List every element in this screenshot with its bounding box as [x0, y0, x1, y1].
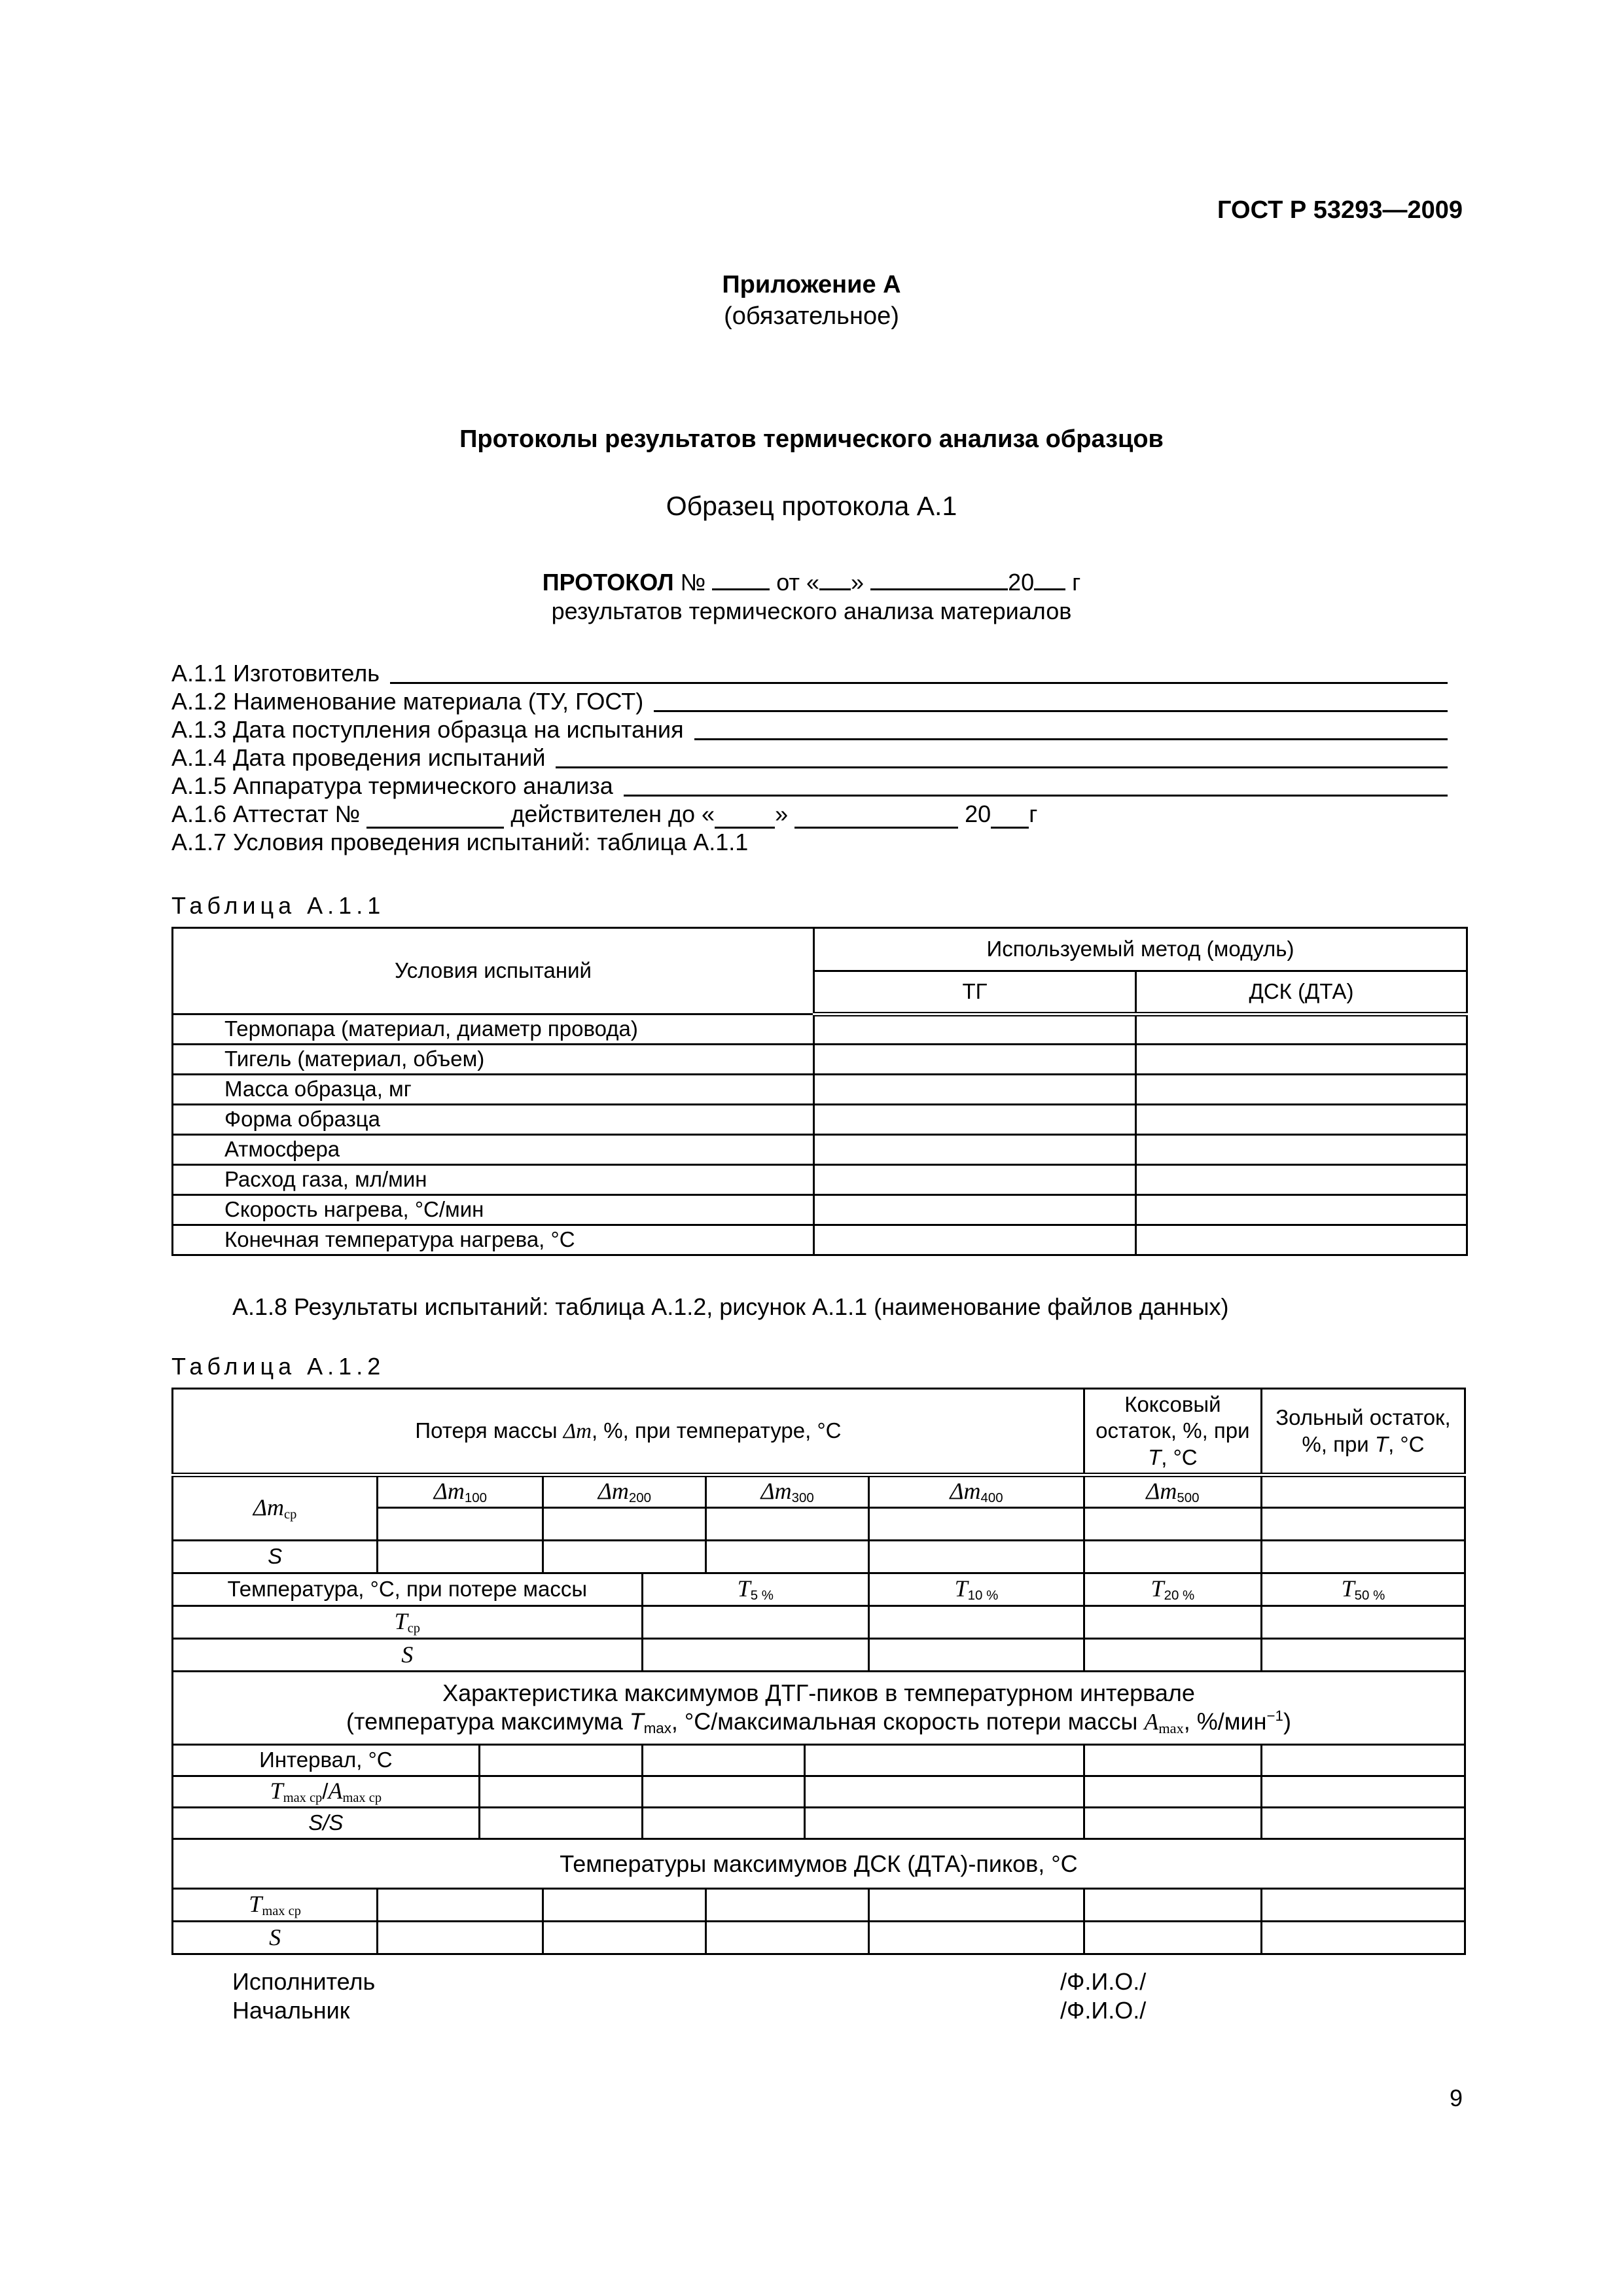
- ss-label: [173, 1808, 480, 1839]
- value-cell[interactable]: [869, 1606, 1084, 1639]
- certificate-day-blank[interactable]: [715, 807, 775, 829]
- tmax-sub: max: [643, 1720, 671, 1737]
- mass-loss-header-pre: Потеря массы: [415, 1418, 563, 1443]
- value-cell[interactable]: [378, 1922, 543, 1954]
- field-label: А.1.1 Изготовитель: [171, 660, 380, 687]
- dtg-text-d: ): [1283, 1708, 1291, 1735]
- dsc-cell[interactable]: [1136, 1014, 1467, 1045]
- certificate-month-blank[interactable]: [794, 807, 958, 829]
- header-method: Используемый метод (модуль): [814, 928, 1467, 971]
- tg-cell[interactable]: [814, 1075, 1136, 1105]
- table1-caption: Таблица А.1.1: [171, 892, 385, 919]
- dtg-text-b: , °С/максимальная скорость потери массы: [671, 1708, 1145, 1735]
- field-blank[interactable]: [694, 720, 1448, 740]
- coke-cell[interactable]: [1261, 1475, 1465, 1508]
- delta-m-symbol: Δm: [253, 1494, 285, 1520]
- value-cell[interactable]: [642, 1808, 805, 1839]
- certificate-row: [171, 800, 1448, 829]
- header-tg: ТГ: [814, 971, 1136, 1014]
- appendix-subtitle: (обязательное): [724, 302, 899, 330]
- tmax-cp-sub: max ср: [262, 1904, 301, 1919]
- field-row: [171, 744, 1448, 772]
- value-cell[interactable]: [642, 1776, 805, 1808]
- dm200-header: [543, 1475, 706, 1508]
- t-symbol: T: [629, 1708, 644, 1735]
- s-label: [173, 1541, 378, 1573]
- field-blank[interactable]: [390, 664, 1448, 684]
- value-cell[interactable]: [378, 1508, 543, 1541]
- dm-sub: 100: [464, 1490, 487, 1506]
- field-label: А.1.2 Наименование материала (ТУ, ГОСТ): [171, 688, 644, 715]
- field-blank[interactable]: [624, 776, 1448, 797]
- dm-sub: 200: [628, 1490, 651, 1506]
- protocol-month-blank: [870, 569, 1008, 590]
- value-cell[interactable]: [378, 1889, 543, 1922]
- t-sub: 20 %: [1164, 1588, 1195, 1604]
- certificate-year-prefix: 20: [965, 800, 991, 828]
- value-cell[interactable]: [1084, 1889, 1261, 1922]
- value-cell[interactable]: [869, 1508, 1084, 1541]
- dsc-cell[interactable]: [1136, 1225, 1467, 1255]
- t10-header: [869, 1573, 1084, 1606]
- tg-cell[interactable]: [814, 1045, 1136, 1075]
- certificate-close: »: [775, 800, 789, 828]
- deg-c: , °С: [1161, 1444, 1198, 1469]
- protocol-from: от «: [776, 569, 820, 596]
- executor-role: Исполнитель: [232, 1968, 376, 1995]
- t-cp-sub: ср: [407, 1621, 420, 1636]
- value-cell[interactable]: [1261, 1889, 1465, 1922]
- t-symbol: T: [249, 1891, 262, 1918]
- dm-sub: 300: [791, 1490, 814, 1506]
- value-cell[interactable]: [1084, 1922, 1261, 1954]
- value-cell[interactable]: [1084, 1508, 1261, 1541]
- protocol-quote-close: »: [851, 569, 865, 596]
- value-cell[interactable]: [378, 1541, 543, 1573]
- results-line: А.1.8 Результаты испытаний: таблица А.1.2, рисунок А.1.1 (наименование файлов данных): [232, 1293, 1229, 1320]
- condition-label: Масса образца, мг: [173, 1075, 814, 1105]
- executor-name: /Ф.И.О./: [1060, 1968, 1147, 1995]
- tg-cell[interactable]: [814, 1014, 1136, 1045]
- table2-caption: Таблица А.1.2: [171, 1353, 385, 1380]
- dsc-cell[interactable]: [1136, 1045, 1467, 1075]
- field-label: А.1.5 Аппаратура термического анализа: [171, 772, 613, 800]
- dm400-header: [869, 1475, 1084, 1508]
- ash-residue-header: [1261, 1389, 1465, 1475]
- value-cell[interactable]: [543, 1922, 706, 1954]
- value-cell[interactable]: [869, 1922, 1084, 1954]
- dm-cp-sub: ср: [284, 1507, 297, 1522]
- field-row: [171, 688, 1448, 716]
- delta-m-symbol: Δm: [563, 1419, 592, 1443]
- t-symbol: T: [270, 1778, 283, 1804]
- tg-cell[interactable]: [814, 1165, 1136, 1195]
- field-blank[interactable]: [556, 748, 1448, 768]
- delta-m-symbol: Δm: [760, 1478, 792, 1504]
- protocol-heading: [0, 568, 1623, 597]
- value-cell[interactable]: [1261, 1776, 1465, 1808]
- value-cell[interactable]: [642, 1606, 869, 1639]
- temperature-row-label: Температура, °С, при потере массы: [173, 1573, 643, 1606]
- field-label: А.1.3 Дата поступления образца на испытания: [171, 716, 684, 744]
- value-cell[interactable]: [706, 1922, 869, 1954]
- protocol-fields: [171, 660, 1448, 857]
- slash: /: [322, 1779, 329, 1804]
- protocol-number-blank: [712, 569, 770, 590]
- value-cell[interactable]: [869, 1639, 1084, 1672]
- s-symbol: S: [269, 1924, 281, 1950]
- s-symbol: S: [268, 1544, 283, 1569]
- value-cell[interactable]: [706, 1889, 869, 1922]
- value-cell[interactable]: [805, 1808, 1084, 1839]
- dsc-header: Температуры максимумов ДСК (ДТА)-пиков, °С: [173, 1839, 1465, 1889]
- main-title: Протоколы результатов термического анализа образцов: [459, 425, 1164, 453]
- field-label: А.1.4 Дата проведения испытаний: [171, 744, 546, 772]
- certificate-prefix: А.1.6 Аттестат №: [171, 800, 361, 828]
- t-symbol: T: [394, 1608, 408, 1635]
- dsc-cell[interactable]: [1136, 1105, 1467, 1135]
- field-row: [171, 660, 1448, 688]
- delta-m-symbol: Δm: [950, 1478, 981, 1504]
- value-cell[interactable]: [543, 1508, 706, 1541]
- dtg-text-c: , %/мин: [1183, 1708, 1267, 1735]
- value-cell[interactable]: [706, 1508, 869, 1541]
- tmax-cp-label: [173, 1889, 378, 1922]
- conditions-table: [171, 927, 1468, 1256]
- value-cell[interactable]: [869, 1889, 1084, 1922]
- dm300-header: [706, 1475, 869, 1508]
- dsc-cell[interactable]: [1136, 1075, 1467, 1105]
- condition-label: Расход газа, мл/мин: [173, 1165, 814, 1195]
- chief-name: /Ф.И.О./: [1060, 1997, 1147, 2024]
- value-cell[interactable]: [642, 1745, 805, 1776]
- value-cell[interactable]: [1084, 1639, 1261, 1672]
- tg-cell[interactable]: [814, 1135, 1136, 1165]
- condition-label: Конечная температура нагрева, °С: [173, 1225, 814, 1255]
- interval-label: Интервал, °С: [173, 1745, 480, 1776]
- value-cell[interactable]: [1084, 1541, 1261, 1573]
- protocol-subtitle: результатов термического анализа материалов: [551, 598, 1072, 624]
- s-label: [173, 1922, 378, 1954]
- dm-cp-label: [173, 1475, 378, 1541]
- condition-label: Атмосфера: [173, 1135, 814, 1165]
- value-cell[interactable]: [1084, 1745, 1261, 1776]
- value-cell[interactable]: [543, 1541, 706, 1573]
- field-row: [171, 772, 1448, 800]
- dsc-cell[interactable]: [1136, 1195, 1467, 1225]
- amax-cp-sub: max ср: [342, 1791, 382, 1806]
- page-number: 9: [1449, 2085, 1463, 2111]
- value-cell[interactable]: [1261, 1808, 1465, 1839]
- mass-loss-header-post: , %, при температуре, °С: [591, 1418, 842, 1443]
- field-blank[interactable]: [654, 692, 1448, 712]
- dtg-header-line1: Характеристика максимумов ДТГ-пиков в температурном интервале: [442, 1679, 1195, 1706]
- value-cell[interactable]: [1261, 1606, 1465, 1639]
- t-cp-label: [173, 1606, 643, 1639]
- t50-header: [1261, 1573, 1465, 1606]
- protocol-word: ПРОТОКОЛ: [542, 569, 674, 596]
- ash-header-text: Зольный остаток, %, при: [1275, 1405, 1451, 1456]
- dm100-header: [378, 1475, 543, 1508]
- value-cell[interactable]: [805, 1776, 1084, 1808]
- t-sub: 50 %: [1354, 1588, 1385, 1604]
- standard-number: ГОСТ Р 53293—2009: [1217, 196, 1463, 224]
- t-sub: 10 %: [967, 1588, 999, 1604]
- value-cell[interactable]: [479, 1776, 642, 1808]
- dsc-cell[interactable]: [1136, 1135, 1467, 1165]
- t-symbol: T: [737, 1575, 751, 1602]
- deg-c: , °С: [1388, 1431, 1425, 1456]
- value-cell[interactable]: [479, 1808, 642, 1839]
- tg-cell[interactable]: [814, 1225, 1136, 1255]
- protocol-year-blank: [1034, 569, 1065, 590]
- ss-symbol: S/S: [308, 1810, 344, 1835]
- value-cell[interactable]: [805, 1745, 1084, 1776]
- t-sub: 5 %: [750, 1588, 774, 1604]
- dtg-header-line2: [177, 1707, 1460, 1737]
- certificate-year-blank[interactable]: [991, 807, 1029, 829]
- mass-loss-header: [173, 1389, 1084, 1475]
- tmax-cp-sub: max ср: [283, 1791, 323, 1806]
- t-symbol: T: [954, 1575, 968, 1602]
- t-symbol: T: [1150, 1575, 1164, 1602]
- condition-label: Тигель (материал, объем): [173, 1045, 814, 1075]
- dm-sub: 500: [1177, 1490, 1200, 1506]
- value-cell[interactable]: [1261, 1508, 1465, 1541]
- dtg-text-a: (температура максимума: [346, 1708, 630, 1735]
- tg-cell[interactable]: [814, 1105, 1136, 1135]
- coke-header-text: Коксовый остаток, %, при: [1096, 1392, 1250, 1443]
- condition-label: Скорость нагрева, °С/мин: [173, 1195, 814, 1225]
- s-symbol: S: [401, 1641, 414, 1668]
- delta-m-symbol: Δm: [1146, 1478, 1177, 1504]
- t-symbol: T: [1148, 1444, 1162, 1469]
- certificate-valid: действителен до «: [510, 800, 715, 828]
- s-label: [173, 1639, 643, 1672]
- condition-label: Форма образца: [173, 1105, 814, 1135]
- sample-title: Образец протокола А.1: [666, 491, 957, 521]
- delta-m-symbol: Δm: [597, 1478, 629, 1504]
- a-symbol: A: [328, 1778, 343, 1804]
- delta-m-symbol: Δm: [433, 1478, 465, 1504]
- dtg-header: [173, 1672, 1465, 1745]
- appendix-title: Приложение А: [722, 271, 901, 298]
- value-cell[interactable]: [869, 1541, 1084, 1573]
- tg-cell[interactable]: [814, 1195, 1136, 1225]
- value-cell[interactable]: [1261, 1922, 1465, 1954]
- dsc-cell[interactable]: [1136, 1165, 1467, 1195]
- certificate-year-suffix: г: [1029, 800, 1038, 828]
- protocol-day-blank: [819, 569, 851, 590]
- protocol-year-suffix: г: [1072, 569, 1081, 596]
- value-cell[interactable]: [1084, 1808, 1261, 1839]
- value-cell[interactable]: [479, 1745, 642, 1776]
- header-conditions: Условия испытаний: [173, 928, 814, 1014]
- protocol-year-prefix: 20: [1008, 569, 1035, 596]
- header-dsc: ДСК (ДТА): [1136, 971, 1467, 1014]
- value-cell[interactable]: [706, 1541, 869, 1573]
- coke-residue-header: [1084, 1389, 1261, 1475]
- tmax-amax-label: [173, 1776, 480, 1808]
- field-row: [171, 716, 1448, 744]
- dtg-sup: −1: [1266, 1708, 1283, 1725]
- certificate-number-blank[interactable]: [366, 807, 504, 829]
- dm500-header: [1084, 1475, 1261, 1508]
- t20-header: [1084, 1573, 1261, 1606]
- t5-header: [642, 1573, 869, 1606]
- chief-role: Начальник: [232, 1997, 350, 2024]
- value-cell[interactable]: [1084, 1606, 1261, 1639]
- conditions-line: А.1.7 Условия проведения испытаний: таблица А.1.1: [171, 829, 749, 856]
- condition-label: Термопара (материал, диаметр провода): [173, 1014, 814, 1045]
- value-cell[interactable]: [1261, 1745, 1465, 1776]
- value-cell[interactable]: [642, 1639, 869, 1672]
- results-table: [171, 1388, 1466, 1955]
- protocol-no: №: [680, 569, 706, 596]
- t-symbol: T: [1374, 1431, 1389, 1456]
- value-cell[interactable]: [1084, 1776, 1261, 1808]
- value-cell[interactable]: [1261, 1639, 1465, 1672]
- amax-sub: max: [1158, 1720, 1184, 1737]
- value-cell[interactable]: [1261, 1541, 1465, 1573]
- a-symbol: A: [1144, 1708, 1159, 1735]
- dm-sub: 400: [980, 1490, 1003, 1506]
- t-symbol: T: [1341, 1575, 1355, 1602]
- value-cell[interactable]: [543, 1889, 706, 1922]
